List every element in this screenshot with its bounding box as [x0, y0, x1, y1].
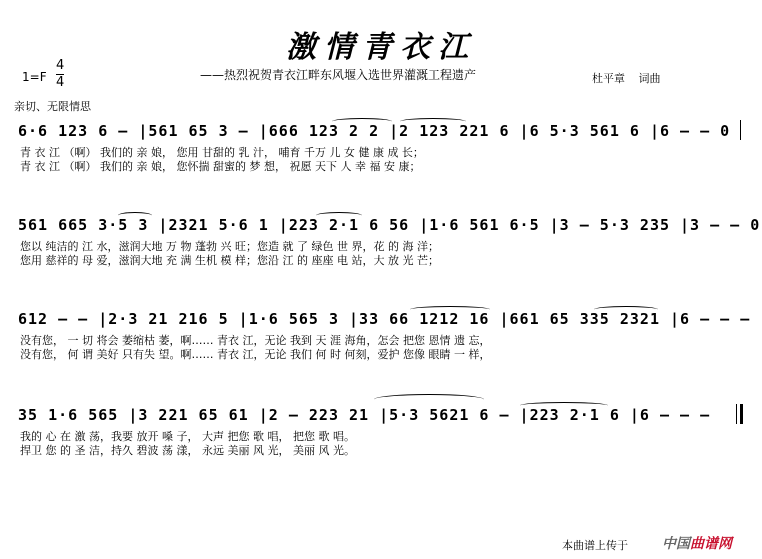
- subtitle: ——热烈祝贺青衣江畔东风堰入选世界灌溉工程遗产: [200, 68, 477, 82]
- slur: [410, 306, 490, 313]
- page-title: 激情青衣江: [286, 30, 476, 65]
- lyric-line-2: 青 衣 江 （啊） 我们的 亲 娘， 您怀揣 甜蜜的 梦 想， 祝愿 天下 人 幸 福 安 康；: [20, 160, 421, 173]
- bar-line: [740, 120, 741, 140]
- notation-line: 35 1·6 565 |3 221 65 61 |2 – 223 21 |5·3 5621 6 – |223 2·1 6 |6 – – –: [18, 406, 711, 424]
- notation-line: 6·6 123 6 – |561 65 3 – |666 123 2 2 |2 123 221 6 |6 5·3 561 6 |6 – – 0: [18, 122, 731, 140]
- lyric-line-1: 没有您， 一 切 将会 萎缩枯 萎，啊…… 青衣 江，无论 我到 天 涯 海角，怎会 把您 恩情 遗 忘，: [20, 334, 491, 347]
- lyric-line-2: 没有您， 何 谓 美好 只有失 望。啊…… 青衣 江，无论 我们 何 时 何刻，爱护 您像 眼睛 一 样，: [20, 348, 491, 361]
- lyric-line-1: 我的 心 在 激 荡，我要 放开 嗓 子， 大声 把您 歌 唱， 把您 歌 唱。: [20, 430, 355, 443]
- slur: [374, 394, 484, 405]
- key-signature: 1=F: [22, 70, 47, 84]
- expression-mark: 亲切、无限情思: [14, 100, 91, 113]
- brand-accent: 曲谱网: [690, 536, 732, 552]
- lyric-line-1: 您以 纯洁的 江 水，滋润大地 万 物 蓬勃 兴 旺；您造 就 了 绿色 世 界，花 的 海 洋；: [20, 240, 439, 253]
- slur: [332, 118, 392, 125]
- author-credit: 杜平章 词曲: [592, 72, 661, 85]
- lyric-line-2: 您用 慈祥的 母 爱，滋润大地 充 满 生机 模 样；您沿 江 的 座座 电 站，大 放 光 芒；: [20, 254, 439, 267]
- lyric-line-1: 青 衣 江 （啊） 我们的 亲 娘， 您用 甘甜的 乳 汁， 哺育 千万 儿 女 健 康 成 长；: [20, 146, 424, 159]
- brand-logo: [662, 533, 732, 553]
- time-signature-bottom: 4: [56, 75, 65, 90]
- footer-note: 本曲谱上传于: [562, 539, 628, 552]
- time-signature: [56, 58, 64, 91]
- notation-line: 561 665 3·5 3 |2321 5·6 1 |223 2·1 6 56 |1·6 561 6·5 |3 – 5·3 235 |3 – – 0: [18, 216, 761, 234]
- time-signature-top: 4: [56, 58, 65, 73]
- brand-main: 中国: [662, 536, 690, 552]
- final-bar-line-thick: [740, 404, 743, 424]
- lyric-line-2: 捍卫 您 的 圣 洁，持久 碧波 荡 漾， 永远 美丽 风 光， 美丽 风 光。: [20, 444, 355, 457]
- slur: [520, 402, 608, 409]
- notation-line: 612 – – |2·3 21 216 5 |1·6 565 3 |33 66 1212 16 |661 65 335 2321 |6 – – –: [18, 310, 751, 328]
- slur: [400, 118, 466, 125]
- final-bar-line: [736, 404, 737, 424]
- slur: [316, 212, 362, 219]
- slur: [594, 306, 658, 313]
- slur: [118, 212, 152, 219]
